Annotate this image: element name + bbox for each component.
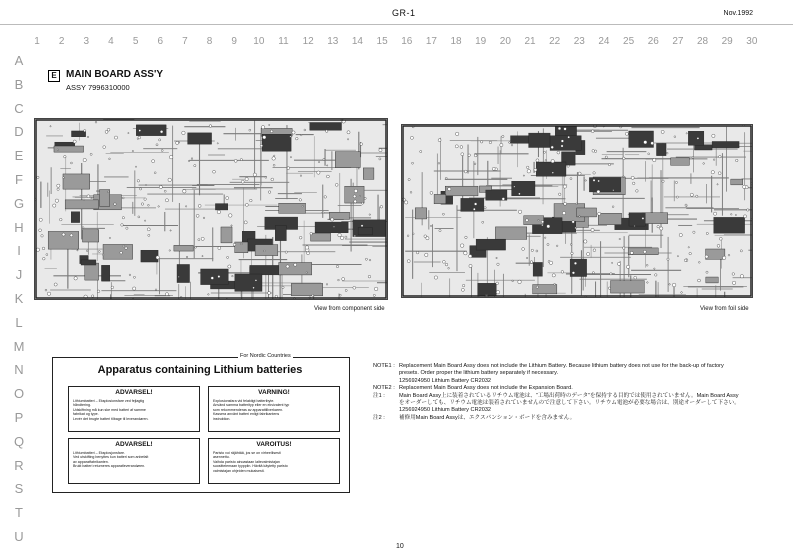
grid-column-number: 28 (696, 36, 709, 47)
section-letter-box: E (48, 70, 60, 82)
nordic-tag: For Nordic Countries (240, 353, 291, 359)
assy-number: ASSY 7996310000 (66, 83, 130, 92)
grid-row-letter: E (14, 148, 24, 164)
grid-column-number: 19 (475, 36, 487, 47)
pcb-illustration (35, 119, 387, 299)
grid-column-number: 20 (499, 36, 511, 47)
warning-box-danish (68, 386, 200, 432)
grid-column-number: 6 (157, 36, 164, 47)
grid-row-letter: P (14, 410, 24, 425)
grid-row-letter: D (14, 124, 24, 140)
grid-column-number: 1 (34, 36, 40, 47)
note-row: NOTE1 : Replacement Main Board Assy does not include the Lithium Battery. Because lithium battery does not use for the back-up of factory presets. Order proper the lithium battery separately if necessary. (373, 363, 724, 377)
warning-text: Paristo voi räjähtää, jos se on virheellisesti asennettu. Vaihda paristo ainoastaan laitevalmistajan suosittelemaan tyyppiin. Hävitä käytetty paristo valmistajan ohjeiden mukaisesti. (213, 451, 288, 473)
note-row: 1256924950 Lithium Battery CR2032 (399, 377, 492, 384)
warning-title: VAROITUS! (256, 441, 292, 448)
grid-column-number: 22 (549, 36, 561, 47)
grid-row-letter: K (14, 291, 24, 306)
grid-row-letter: C (14, 100, 24, 116)
grid-column-number: 14 (351, 36, 363, 47)
foil-side-board-image (401, 124, 753, 298)
grid-column-number: 10 (253, 36, 265, 47)
note-row: 注2 : 補修用Main Board Assyは、エクスパンション・ボードを含みません。 (373, 414, 576, 421)
grid-row-letter: L (15, 314, 23, 330)
grid-column-number: 23 (573, 36, 585, 47)
grid-column-number: 15 (376, 36, 388, 47)
document-title: GR-1 (392, 8, 416, 18)
grid-row-letter: F (15, 172, 23, 187)
note-row: 注1 : Main Board Assy上に装着されているリチウム電池は、“工場出荷時のデータ”を保持する目的では使用されていません。Main Board Assyをオーダーしても、リチウム電池は装着されていませんので注意して下さい。リチウム電池が必要な場合は、別途オーダーして下さい。 (373, 392, 740, 407)
warning-title: VARNING! (258, 389, 290, 396)
grid-column-number: 13 (327, 36, 339, 47)
grid-row-letter: B (14, 76, 24, 92)
grid-row-letter: A (14, 53, 24, 68)
grid-column-number: 21 (524, 36, 536, 47)
grid-row-letter: Q (13, 433, 25, 449)
warning-box-finnish (208, 438, 340, 484)
grid-row-letter: O (13, 386, 25, 402)
header-rule (0, 24, 793, 25)
grid-column-number: 30 (746, 36, 758, 47)
note-row: NOTE2 : Replacement Main Board Assy does not include the Expansion Board. (373, 385, 573, 392)
grid-column-number: 7 (182, 36, 188, 47)
grid-column-number: 25 (623, 36, 635, 47)
replacement-notes (373, 363, 743, 422)
grid-column-number: 17 (425, 36, 437, 47)
grid-row-letter: M (13, 338, 25, 354)
grid-row-letter: J (15, 267, 23, 283)
page-number: 10 (396, 543, 404, 550)
lithium-title: Apparatus containing Lithium batteries (97, 364, 303, 376)
section-title: MAIN BOARD ASS'Y (66, 69, 164, 80)
grid-column-number: 16 (401, 36, 413, 47)
warning-text: Lithiumbatteri – Eksplosjonsfare. Ved utskifting benyttes kun batteri som anbefalt av apparatfabrikanten. Brukt batteri returneres apparatleverandøren. (73, 451, 149, 469)
grid-column-number: 27 (672, 36, 684, 47)
warning-box-swedish (208, 386, 340, 432)
warning-title: ADVARSEL! (115, 441, 153, 448)
grid-row-letter: H (14, 219, 24, 235)
grid-column-number: 5 (132, 36, 139, 47)
warning-text: Lithiumbatteri – Eksplosionsfare ved fejlagtig håndtering. Udskiftning må kun ske med batteri af samme fabrikat og type. Levér det brugte batteri tilbage til leverandøren. (73, 399, 149, 421)
grid-row-letter: R (14, 457, 24, 473)
grid-column-number: 26 (647, 36, 659, 47)
warning-title: ADVARSEL! (115, 389, 153, 396)
pcb-illustration (402, 125, 752, 297)
grid-column-number: 29 (721, 36, 733, 47)
warning-box-norwegian (68, 438, 200, 484)
foil-side-caption: View from foil side (700, 306, 749, 312)
grid-row-letter: I (17, 243, 21, 259)
warning-text: Explosionsfara vid felaktigt batteribyte. Använd samma batterityp eller en ekvivalent typ som rekommenderas av apparattillverkaren. Kassera använt batteri enligt fabrikantens instruktion. (213, 399, 290, 421)
grid-row-letter: S (14, 481, 24, 497)
component-side-board-image (34, 118, 388, 300)
grid-column-number: 11 (278, 36, 289, 47)
grid-column-number: 18 (450, 36, 462, 47)
component-side-caption: View from component side (314, 306, 385, 312)
document-date: Nov.1992 (723, 10, 753, 17)
grid-column-number: 2 (58, 36, 65, 47)
grid-column-number: 24 (598, 36, 610, 47)
grid-column-number: 4 (108, 36, 114, 47)
grid-column-number: 12 (302, 36, 314, 47)
grid-row-letter: U (14, 529, 24, 544)
note-row: 1256924950 Lithium Battery CR2032 (399, 407, 492, 414)
grid-column-number: 3 (83, 36, 90, 47)
grid-row-letter: N (14, 362, 24, 378)
grid-row-letter: T (15, 505, 23, 521)
grid-column-number: 9 (231, 36, 237, 47)
grid-column-number: 8 (206, 36, 213, 47)
grid-row-letter: G (13, 195, 25, 211)
